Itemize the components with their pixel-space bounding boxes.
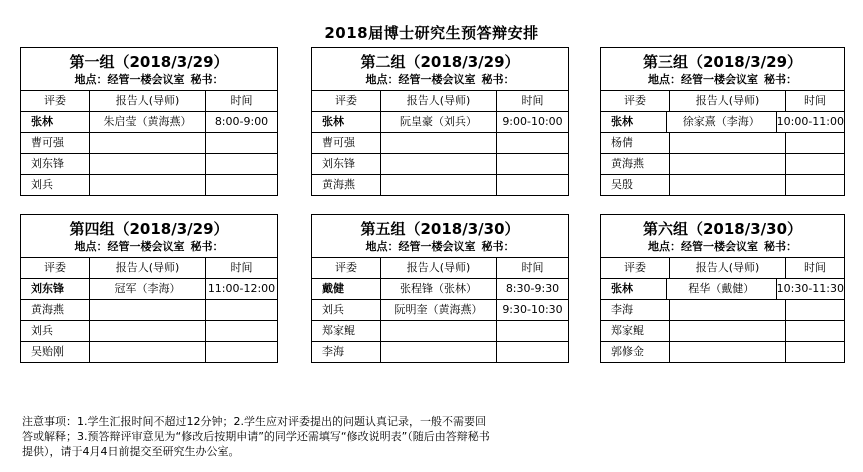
secretary-label: 秘书： <box>481 240 515 253</box>
table-row <box>601 300 844 321</box>
reviewer-cell: 刘东锋 <box>21 154 90 174</box>
table-row <box>21 175 277 195</box>
presenter-cell <box>90 133 206 153</box>
reviewer-cell: 张林 <box>21 112 90 132</box>
table-header-row <box>601 91 844 112</box>
reviewer-header: 评委 <box>21 91 90 111</box>
time-cell <box>497 342 568 362</box>
presenter-cell <box>670 300 786 320</box>
time-cell: 8:00-9:00 <box>214 115 269 128</box>
table-row <box>312 279 568 300</box>
table-row <box>21 112 277 133</box>
time-cell <box>786 300 844 320</box>
location-label: 地点：经管一楼会议室 <box>74 73 185 86</box>
group-location-line <box>601 71 844 87</box>
presenter-cell <box>670 342 786 362</box>
group-title: 第四组（2018/3/29） <box>69 220 229 238</box>
group-table-2 <box>311 47 569 196</box>
secretary-label: 秘书： <box>481 73 515 86</box>
location-label: 地点：经管一楼会议室 <box>648 240 758 253</box>
reviewer-cell: 李海 <box>601 300 670 320</box>
time-cell: 10:30-11:30 <box>776 282 844 295</box>
table-row <box>601 154 844 175</box>
time-cell <box>497 321 568 341</box>
presenter-header: 报告人(导师) <box>90 258 206 278</box>
reviewer-cell: 郑家鲲 <box>312 321 381 341</box>
presenter-cell <box>381 175 497 195</box>
table-row <box>312 154 568 175</box>
reviewer-cell: 张林 <box>601 112 667 132</box>
reviewer-cell: 郭修金 <box>601 342 670 362</box>
table-header-row <box>601 258 844 279</box>
time-cell <box>786 342 844 362</box>
presenter-header: 报告人(导师) <box>381 91 497 111</box>
table-row <box>21 300 277 321</box>
table-row <box>21 342 277 362</box>
document-title: 2018届博士研究生预答辩安排 <box>324 24 539 42</box>
location-label: 地点：经管一楼会议室 <box>74 240 185 253</box>
secretary-label: 秘书： <box>764 240 797 253</box>
table-row <box>601 321 844 342</box>
time-cell <box>206 175 277 195</box>
presenter-cell <box>670 175 786 195</box>
reviewer-cell: 戴健 <box>312 279 381 299</box>
group-location-line <box>601 238 844 254</box>
time-cell: 9:30-10:30 <box>502 303 563 316</box>
table-row <box>312 342 568 362</box>
group-title: 第五组（2018/3/30） <box>360 220 520 238</box>
group-location-line <box>312 71 568 87</box>
table-row <box>312 321 568 342</box>
table-header-row <box>312 91 568 112</box>
presenter-header: 报告人(导师) <box>670 258 786 278</box>
group-title: 第六组（2018/3/30） <box>642 220 803 238</box>
group-table-5 <box>311 214 569 363</box>
group-title: 第三组（2018/3/29） <box>642 53 803 71</box>
time-header: 时间 <box>521 94 544 107</box>
group-table-6 <box>600 214 845 363</box>
reviewer-cell: 刘兵 <box>312 300 381 320</box>
reviewer-cell: 吴殷 <box>601 175 670 195</box>
reviewer-cell: 郑家鲲 <box>601 321 670 341</box>
reviewer-cell: 张林 <box>312 112 381 132</box>
presenter-cell: 阮皇豪（刘兵） <box>381 112 497 132</box>
presenter-cell: 程华（戴健） <box>667 279 777 299</box>
location-label: 地点：经管一楼会议室 <box>648 73 758 86</box>
secretary-label: 秘书： <box>190 73 224 86</box>
reviewer-header: 评委 <box>601 91 670 111</box>
reviewer-cell: 吴贻刚 <box>21 342 90 362</box>
presenter-cell <box>670 154 786 174</box>
time-cell: 8:30-9:30 <box>505 282 560 295</box>
group-table-1 <box>20 47 278 196</box>
table-row <box>601 342 844 362</box>
table-row <box>601 133 844 154</box>
table-row <box>21 279 277 300</box>
time-cell: 10:00-11:00 <box>776 115 844 128</box>
reviewer-cell: 曹可强 <box>21 133 90 153</box>
reviewer-cell: 李海 <box>312 342 381 362</box>
table-row <box>312 112 568 133</box>
presenter-cell: 徐家熹（李海） <box>667 112 777 132</box>
reviewer-header: 评委 <box>601 258 670 278</box>
table-header-row <box>21 91 277 112</box>
group-title: 第一组（2018/3/29） <box>69 53 229 71</box>
presenter-header: 报告人(导师) <box>381 258 497 278</box>
presenter-cell <box>670 133 786 153</box>
table-row <box>312 133 568 154</box>
reviewer-cell: 曹可强 <box>312 133 381 153</box>
presenter-cell: 朱启莹（黄海燕） <box>90 112 206 132</box>
presenter-cell <box>90 154 206 174</box>
presenter-cell <box>381 321 497 341</box>
reviewer-cell: 黄海燕 <box>601 154 670 174</box>
presenter-cell <box>90 342 206 362</box>
table-row <box>312 300 568 321</box>
secretary-label: 秘书： <box>764 73 797 86</box>
reviewer-cell: 黄海燕 <box>312 175 381 195</box>
presenter-cell: 张程锋（张林） <box>381 279 497 299</box>
group-location-line <box>312 238 568 254</box>
reviewer-cell: 刘东锋 <box>21 279 90 299</box>
group-header <box>312 48 568 91</box>
time-cell <box>206 342 277 362</box>
table-header-row <box>21 258 277 279</box>
reviewer-cell: 张林 <box>601 279 667 299</box>
reviewer-cell: 黄海燕 <box>21 300 90 320</box>
presenter-cell <box>381 154 497 174</box>
presenter-cell: 阮明奎（黄海燕） <box>381 300 497 320</box>
time-cell: 11:00-12:00 <box>207 282 276 295</box>
table-header-row <box>312 258 568 279</box>
reviewer-cell: 刘兵 <box>21 321 90 341</box>
presenter-header: 报告人(导师) <box>90 91 206 111</box>
presenter-cell <box>381 133 497 153</box>
time-cell: 9:00-10:00 <box>502 115 563 128</box>
group-table-4 <box>20 214 278 363</box>
group-location-line <box>21 238 277 254</box>
time-header: 时间 <box>804 94 826 107</box>
group-header <box>312 215 568 258</box>
presenter-header: 报告人(导师) <box>670 91 786 111</box>
time-header: 时间 <box>521 261 544 274</box>
time-cell <box>497 154 568 174</box>
group-header <box>601 215 844 258</box>
time-header: 时间 <box>804 261 826 274</box>
presenter-cell <box>670 321 786 341</box>
reviewer-header: 评委 <box>312 258 381 278</box>
presenter-cell <box>381 342 497 362</box>
reviewer-header: 评委 <box>312 91 381 111</box>
table-row <box>21 133 277 154</box>
time-cell <box>206 321 277 341</box>
table-row <box>312 175 568 195</box>
time-cell <box>206 133 277 153</box>
time-cell <box>497 133 568 153</box>
table-row <box>21 154 277 175</box>
table-row <box>21 321 277 342</box>
group-title: 第二组（2018/3/29） <box>360 53 520 71</box>
group-header <box>21 215 277 258</box>
reviewer-cell: 刘兵 <box>21 175 90 195</box>
reviewer-header: 评委 <box>21 258 90 278</box>
notes: 注意事项：1.学生汇报时间不超过12分钟；2.学生应对评委提出的问题认真记录，一般不需要回答或解释；3.预答辩评审意见为“修改后按期申请”的同学还需填写“修改说明表”（随后由答辩秘书提供），请于4月4日前提交至研究生办公室。 <box>22 415 490 458</box>
time-header: 时间 <box>230 261 253 274</box>
time-cell <box>497 175 568 195</box>
time-cell <box>786 154 844 174</box>
reviewer-cell: 刘东锋 <box>312 154 381 174</box>
presenter-cell <box>90 300 206 320</box>
group-location-line <box>21 71 277 87</box>
reviewer-cell: 杨倩 <box>601 133 670 153</box>
secretary-label: 秘书： <box>190 240 224 253</box>
time-header: 时间 <box>230 94 253 107</box>
time-cell <box>786 133 844 153</box>
location-label: 地点：经管一楼会议室 <box>365 73 476 86</box>
table-row <box>601 112 844 133</box>
time-cell <box>206 300 277 320</box>
table-row <box>601 175 844 195</box>
group-table-3 <box>600 47 845 196</box>
presenter-cell: 冠军（李海） <box>90 279 206 299</box>
time-cell <box>206 154 277 174</box>
presenter-cell <box>90 175 206 195</box>
group-header <box>601 48 844 91</box>
table-row <box>601 279 844 300</box>
presenter-cell <box>90 321 206 341</box>
group-header <box>21 48 277 91</box>
location-label: 地点：经管一楼会议室 <box>365 240 476 253</box>
time-cell <box>786 321 844 341</box>
time-cell <box>786 175 844 195</box>
